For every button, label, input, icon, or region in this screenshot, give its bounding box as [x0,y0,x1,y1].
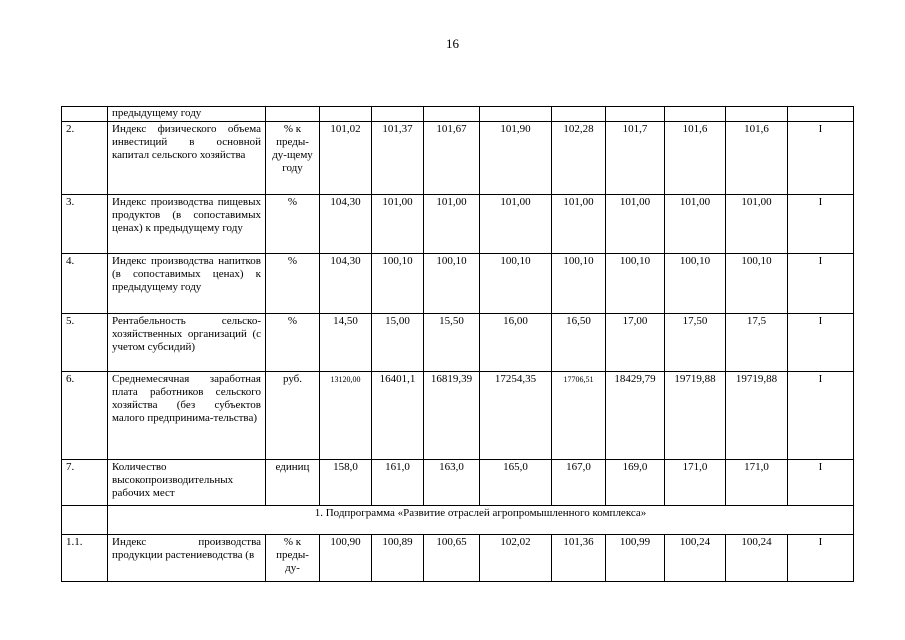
cell-value: 101,7 [606,122,665,195]
cell-value: 101,00 [480,195,552,254]
cell-responsible: I [788,460,854,506]
cell-num [62,107,108,122]
cell-value: 167,0 [552,460,606,506]
cell-unit [266,107,320,122]
cell-value: 100,90 [320,535,372,582]
cell-unit: % к преды-ду- [266,535,320,582]
cell-value: 165,0 [480,460,552,506]
cell-value: 101,37 [372,122,424,195]
cell-num [62,506,108,535]
cell-value: 101,00 [372,195,424,254]
cell-value: 171,0 [726,460,788,506]
cell-value: 100,10 [372,254,424,314]
cell-value: 100,10 [726,254,788,314]
cell-unit: руб. [266,372,320,460]
cell-value: 161,0 [372,460,424,506]
cell-value: 16401,1 [372,372,424,460]
cell-value: 158,0 [320,460,372,506]
cell-value [424,107,480,122]
cell-value: 13120,00 [320,372,372,460]
cell-unit: единиц [266,460,320,506]
cell-value: 171,0 [665,460,726,506]
cell-value: 17,5 [726,314,788,372]
cell-value: 15,50 [424,314,480,372]
cell-value: 101,00 [726,195,788,254]
cell-value: 100,10 [480,254,552,314]
cell-value: 17,00 [606,314,665,372]
table-row [62,122,854,195]
cell-value: 16,50 [552,314,606,372]
cell-value: 15,00 [372,314,424,372]
cell-num: 3. [62,195,108,254]
cell-name: Рентабельность сельско-хозяйственных организаций (с учетом субсидий) [108,314,266,372]
cell-value: 100,24 [726,535,788,582]
cell-value: 101,67 [424,122,480,195]
cell-responsible: I [788,195,854,254]
cell-value: 104,30 [320,254,372,314]
table-row [62,372,854,460]
cell-num: 5. [62,314,108,372]
cell-name: Индекс производства пищевых продуктов (в сопоставимых ценах) к предыдущему году [108,195,266,254]
table-row [62,460,854,506]
indicators-table [61,106,854,582]
cell-value: 100,10 [665,254,726,314]
cell-value: 169,0 [606,460,665,506]
cell-responsible: I [788,314,854,372]
cell-value: 17,50 [665,314,726,372]
cell-num: 2. [62,122,108,195]
table-row [62,314,854,372]
cell-value: 17254,35 [480,372,552,460]
cell-name: Индекс производства напитков (в сопоставимых ценах) к предыдущему году [108,254,266,314]
cell-value: 101,6 [726,122,788,195]
cell-num: 1.1. [62,535,108,582]
cell-value: 17706,51 [552,372,606,460]
cell-value: 101,00 [424,195,480,254]
cell-value: 101,00 [665,195,726,254]
cell-value [552,107,606,122]
cell-value: 101,90 [480,122,552,195]
page-number: 16 [446,36,459,51]
cell-unit: % [266,314,320,372]
cell-name: Среднемесячная заработная плата работников сельского хозяйства (без субъектов малого предпринима-тельства) [108,372,266,460]
cell-value [372,107,424,122]
cell-value: 102,02 [480,535,552,582]
cell-value [606,107,665,122]
cell-value: 100,10 [606,254,665,314]
cell-responsible: I [788,254,854,314]
cell-responsible [788,107,854,122]
cell-value: 101,02 [320,122,372,195]
cell-value: 14,50 [320,314,372,372]
cell-value: 102,28 [552,122,606,195]
cell-value: 100,65 [424,535,480,582]
cell-name: Индекс физического объема инвестиций в основной капитал сельского хозяйства [108,122,266,195]
cell-value [726,107,788,122]
cell-unit: % [266,254,320,314]
table-row-continuation [62,107,854,122]
cell-value: 101,00 [552,195,606,254]
cell-value: 19719,88 [665,372,726,460]
cell-unit: % [266,195,320,254]
cell-responsible: I [788,372,854,460]
cell-num: 7. [62,460,108,506]
cell-value: 19719,88 [726,372,788,460]
table-row [62,254,854,314]
cell-name: Индекс производства продукции растениеводства (в [108,535,266,582]
cell-responsible: I [788,535,854,582]
cell-value: 100,10 [552,254,606,314]
cell-name: Количество высокопроизводительных рабочих мест [108,460,266,506]
cell-responsible: I [788,122,854,195]
section-title: 1. Подпрограмма «Развитие отраслей агропромышленного комплекса» [108,506,854,535]
cell-value [320,107,372,122]
cell-value: 100,99 [606,535,665,582]
cell-value: 100,89 [372,535,424,582]
cell-value: 101,00 [606,195,665,254]
section-row [62,506,854,535]
cell-value: 104,30 [320,195,372,254]
table-row [62,195,854,254]
cell-num: 4. [62,254,108,314]
cell-unit: % к преды-ду-щему году [266,122,320,195]
cell-value: 101,36 [552,535,606,582]
cell-value: 101,6 [665,122,726,195]
cell-value: 163,0 [424,460,480,506]
cell-value: 100,24 [665,535,726,582]
cell-name: предыдущему году [108,107,266,122]
cell-value: 16819,39 [424,372,480,460]
cell-value [480,107,552,122]
cell-value [665,107,726,122]
table-row [62,535,854,582]
cell-value: 100,10 [424,254,480,314]
cell-num: 6. [62,372,108,460]
cell-value: 16,00 [480,314,552,372]
cell-value: 18429,79 [606,372,665,460]
